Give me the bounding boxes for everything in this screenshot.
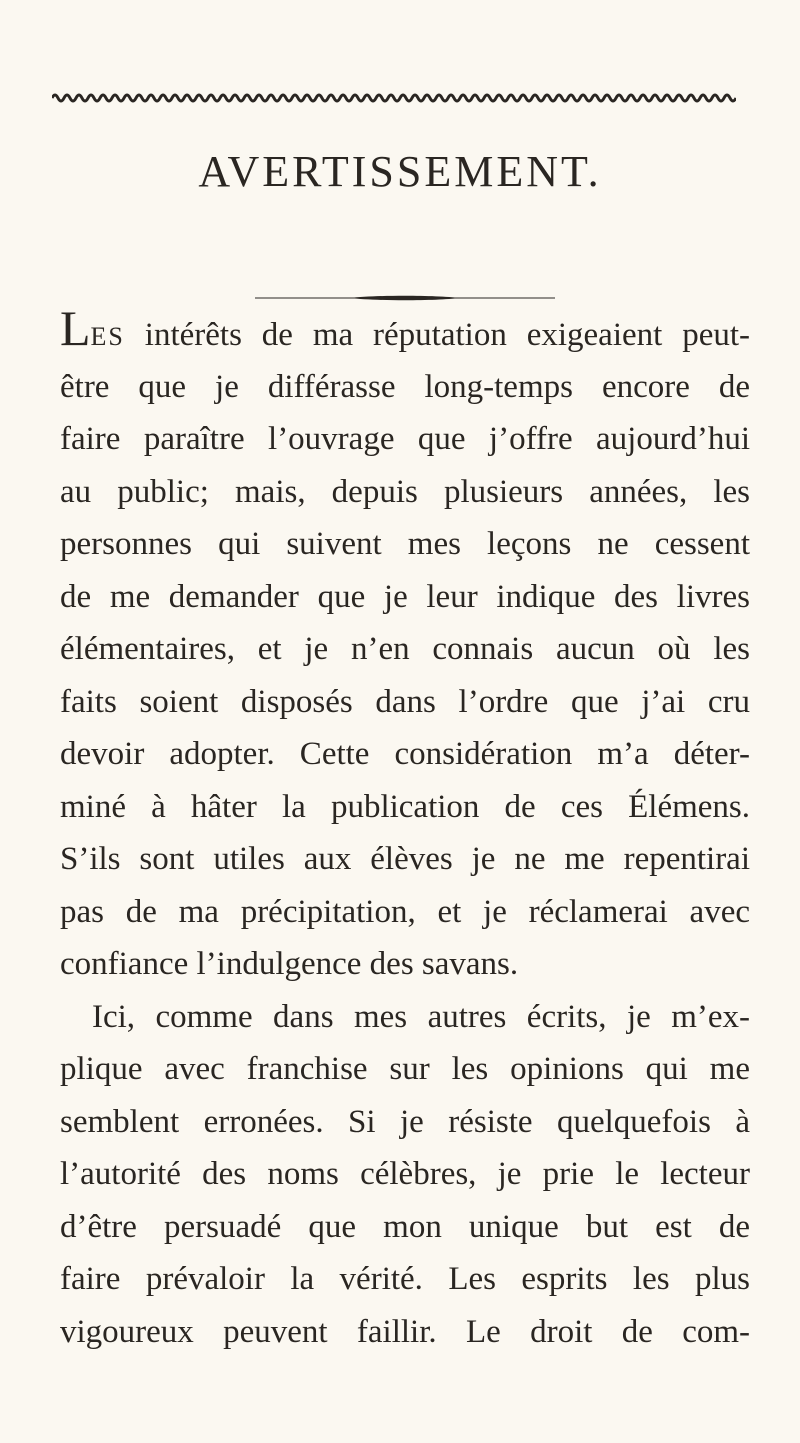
first-word-smallcaps: ES <box>90 322 125 351</box>
text-line: faire prévaloir la vérité. Les esprits les plus <box>60 1261 750 1297</box>
text-line: confiance l’indulgence des savans. <box>60 946 519 982</box>
text-line: miné à hâter la publication de ces Élémens. <box>60 788 750 825</box>
text-line: d’être persuadé que mon unique but est de <box>60 1208 750 1245</box>
text-line: personnes qui suivent mes leçons ne cessent <box>60 526 750 562</box>
text-line: semblent erronées. Si je résiste quelquefois à <box>60 1103 750 1140</box>
body-text <box>60 300 750 1358</box>
page-title: AVERTISSEMENT. <box>198 147 602 196</box>
text-line: S’ils sont utiles aux élèves je ne me repentirai <box>60 841 750 877</box>
text-line: pas de ma précipitation, et je réclamerai avec <box>60 893 750 930</box>
text-line: l’autorité des noms célèbres, je prie le lecteur <box>60 1156 750 1192</box>
text-line: faits soient disposés dans l’ordre que j’ai cru <box>60 683 750 720</box>
text-line: élémentaires, et je n’en connais aucun où les <box>60 631 750 667</box>
decorative-ornament-band <box>52 90 736 106</box>
text-line: être que je différasse long-temps encore de <box>60 368 750 405</box>
text-line: de me demander que je leur indique des livres <box>60 578 750 615</box>
text-line: devoir adopter. Cette considération m’a déter- <box>60 736 750 772</box>
text-line: au public; mais, depuis plusieurs années, les <box>60 473 750 510</box>
drop-cap: L <box>60 300 91 356</box>
text-line: faire paraître l’ouvrage que j’offre aujourd’hui <box>60 421 750 457</box>
text-line: plique avec franchise sur les opinions qui me <box>60 1051 750 1087</box>
text-line: vigoureux peuvent faillir. Le droit de com- <box>60 1313 750 1350</box>
text-line: Ici, comme dans mes autres écrits, je m’ex- <box>92 998 750 1035</box>
text-line: LES intérêts de ma réputation exigeaient peut- <box>60 300 750 356</box>
title-divider-rule <box>255 293 555 303</box>
